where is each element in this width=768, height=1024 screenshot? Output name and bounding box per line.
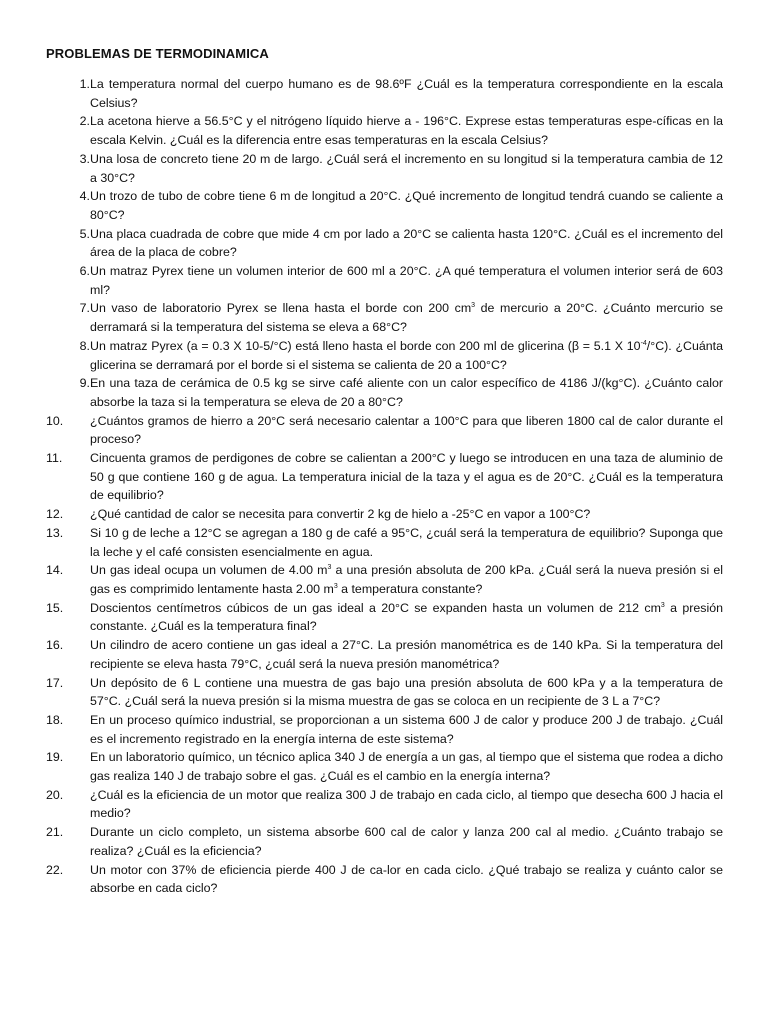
problem-text-segment: La temperatura normal del cuerpo humano es de 98.6ºF ¿Cuál es la temperatura correspondiente en la escala Celsius? [90, 77, 723, 110]
problem-item [46, 748, 723, 785]
problem-text [90, 601, 723, 634]
problem-item [46, 262, 723, 299]
problem-text [90, 189, 723, 222]
problem-number: 13. [46, 525, 64, 540]
problem-text [90, 526, 723, 559]
problem-text [90, 788, 723, 821]
problem-number: 3. [79, 151, 90, 166]
problem-text [90, 750, 723, 783]
problem-number: 7. [79, 301, 90, 316]
problem-item [46, 374, 723, 411]
problem-number: 15. [46, 600, 64, 615]
problem-text-segment: a temperatura constante? [337, 581, 483, 596]
problem-text [90, 713, 723, 746]
problem-text-segment: En una taza de cerámica de 0.5 kg se sirve café aliente con un calor específico de 4186 J/(kg°C). ¿Cuánto calor absorbe la taza si la temperatura se eleva de 20 a 80°C? [90, 376, 723, 409]
problem-item [46, 225, 723, 262]
problem-text [90, 376, 723, 409]
problem-item [46, 112, 723, 149]
problem-item [46, 337, 723, 374]
problem-text [90, 638, 723, 671]
problem-text-segment: Una placa cuadrada de cobre que mide 4 cm por lado a 20°C se calienta hasta 120°C. ¿Cuál es el incremento del área de la placa de cobre? [90, 226, 723, 260]
problem-number: 8. [79, 338, 90, 353]
problem-number: 18. [46, 712, 64, 727]
page-title: PROBLEMAS DE TERMODINAMICA [46, 46, 269, 61]
problem-text [90, 152, 723, 185]
superscript: 3 [660, 601, 665, 609]
problem-text-segment: En un laboratorio químico, un técnico aplica 340 J de energía a un gas, al tiempo que el sistema que rodea a dicho gas realiza 140 J de trabajo sobre el gas. ¿Cuál es el cambio en la energía interna? [90, 750, 723, 784]
problem-number: 5. [79, 226, 90, 241]
problem-text-segment: Si 10 g de leche a 12°C se agregan a 180 g de café a 95°C, ¿cuál será la temperatura de equilibrio? Suponga que la leche y el café consisten esencialmente en agua. [90, 525, 723, 559]
problem-item [46, 823, 723, 860]
problem-text-segment: ¿Cuántos gramos de hierro a 20°C será necesario calentar a 100°C para que liberen 1800 cal de calor durante el proceso? [90, 413, 723, 447]
problem-text-segment: Un gas ideal ocupa un volumen de 4.00 m [90, 563, 328, 578]
problem-number: 9. [79, 376, 90, 391]
problem-text-segment: Un motor con 37% de eficiencia pierde 400 J de ca-lor en cada ciclo. ¿Qué trabajo se realiza y cuánto calor se absorbe en cada ciclo? [90, 862, 723, 896]
problem-text-segment: La acetona hierve a 56.5°C y el nitrógeno líquido hierve a - 196°C. Exprese estas temperaturas espe-cíficas en la escala Kelvin. ¿Cuál es la diferencia entre esas temperaturas en la escala Celsius? [90, 114, 723, 148]
problem-text [90, 227, 723, 260]
problem-number: 11. [46, 451, 63, 466]
problem-text [90, 301, 723, 334]
problem-number: 14. [46, 563, 64, 578]
problem-number: 21. [46, 825, 64, 840]
problem-text-segment: a una presión absoluta de 200 kPa. ¿Cuál será la nueva presión si el gas es comprimido lentamente hasta 2.00 m [90, 563, 723, 596]
problem-number: 22. [46, 862, 64, 877]
problem-list [46, 75, 723, 898]
problem-text [90, 676, 723, 709]
problem-item [46, 786, 723, 823]
problem-item [46, 674, 723, 711]
problem-item [46, 636, 723, 673]
problem-text-segment: Un vaso de laboratorio Pyrex se llena hasta el borde con 200 cm [90, 301, 472, 316]
problem-text-segment: de mercurio a 20°C. ¿Cuánto mercurio se derramará si la temperatura del sistema se eleva a 68°C? [90, 301, 724, 335]
problem-text-segment: En un proceso químico industrial, se proporcionan a un sistema 600 J de calor y produce 200 J de trabajo. ¿Cuál es el incremento registrado en la energía interna de este sistema? [90, 712, 723, 746]
problem-number: 10. [46, 413, 64, 428]
problem-item [46, 861, 723, 898]
problem-text [90, 451, 723, 502]
problem-item [46, 299, 723, 336]
problem-text-segment: Un matraz Pyrex (a = 0.3 X 10-5/°C) está lleno hasta el borde con 200 ml de glicerina (β = 5.1 X 10 [90, 338, 641, 353]
problem-text-segment: Cincuenta gramos de perdigones de cobre se calientan a 200°C y luego se introducen en una taza de aluminio de 50 g que contiene 160 g de agua. La temperatura inicial de la taza y el agua es de 20°C. ¿Cuál es la temperatura de equilibrio? [90, 451, 723, 503]
problem-text [90, 825, 723, 858]
problem-text-segment: a presión constante. ¿Cuál es la temperatura final? [90, 600, 723, 634]
superscript: 3 [327, 564, 332, 572]
problem-text [90, 339, 723, 372]
problem-text [90, 414, 723, 447]
problem-item [46, 75, 723, 112]
problem-item [46, 524, 723, 561]
superscript: 3 [471, 302, 476, 310]
problem-item [46, 711, 723, 748]
problem-text-segment: Un cilindro de acero contiene un gas ideal a 27°C. La presión manométrica es de 140 kPa. Si la temperatura del recipiente se eleva hasta 79°C, ¿cuál será la nueva presión manométrica? [90, 638, 723, 671]
problem-number: 17. [46, 675, 64, 690]
problem-text-segment: ¿Cuál es la eficiencia de un motor que realiza 300 J de trabajo en cada ciclo, al tiempo que desecha 600 J hacia el medio? [90, 787, 723, 821]
problem-text-segment: ¿Qué cantidad de calor se necesita para convertir 2 kg de hielo a -25°C en vapor a 100°C? [90, 507, 591, 522]
problem-number: 2. [79, 114, 90, 129]
problem-number: 16. [46, 638, 64, 653]
problem-text-segment: Doscientos centímetros cúbicos de un gas ideal a 20°C se expanden hasta un volumen de 212 cm [90, 600, 661, 615]
problem-item [46, 187, 723, 224]
problem-text-segment: Una losa de concreto tiene 20 m de largo. ¿Cuál será el incremento en su longitud si la temperatura cambia de 12 a 30°C? [90, 151, 723, 185]
superscript: -4 [640, 339, 647, 347]
problem-text [90, 77, 723, 110]
problem-item [46, 150, 723, 187]
problem-text-segment: Durante un ciclo completo, un sistema absorbe 600 cal de calor y lanza 200 cal al medio. ¿Cuánto trabajo se realiza? ¿Cuál es la eficiencia? [90, 825, 723, 858]
problem-number: 4. [79, 189, 90, 204]
problem-text-segment: Un trozo de tubo de cobre tiene 6 m de longitud a 20°C. ¿Qué incremento de longitud tendrá cuando se caliente a 80°C? [90, 189, 723, 222]
problem-item [46, 449, 723, 505]
problem-text [90, 507, 590, 521]
problem-item [46, 561, 723, 598]
problem-text [90, 563, 723, 596]
problem-text-segment: Un depósito de 6 L contiene una muestra de gas bajo una presión absoluta de 600 kPa y a la temperatura de 57°C. ¿Cuál será la nueva presión si la misma muestra de gas se coloca en un recipiente de 3 L a 7°C? [90, 675, 723, 709]
problem-item [46, 505, 723, 524]
problem-text [90, 264, 723, 297]
problem-text-segment: /°C). ¿Cuánta glicerina se derramará por el borde si el sistema se calienta de 20 a 100°C? [90, 338, 723, 372]
problem-text [90, 863, 723, 896]
problem-text [90, 114, 723, 147]
problem-number: 20. [46, 787, 64, 802]
problem-text-segment: Un matraz Pyrex tiene un volumen interior de 600 ml a 20°C. ¿A qué temperatura el volumen interior será de 603 ml? [90, 264, 723, 297]
problem-number: 19. [46, 750, 64, 765]
problem-number: 12. [46, 507, 64, 522]
problem-number: 6. [79, 264, 90, 279]
problem-item [46, 599, 723, 636]
superscript: 3 [333, 582, 338, 590]
problem-number: 1. [79, 77, 90, 91]
problem-item [46, 412, 723, 449]
